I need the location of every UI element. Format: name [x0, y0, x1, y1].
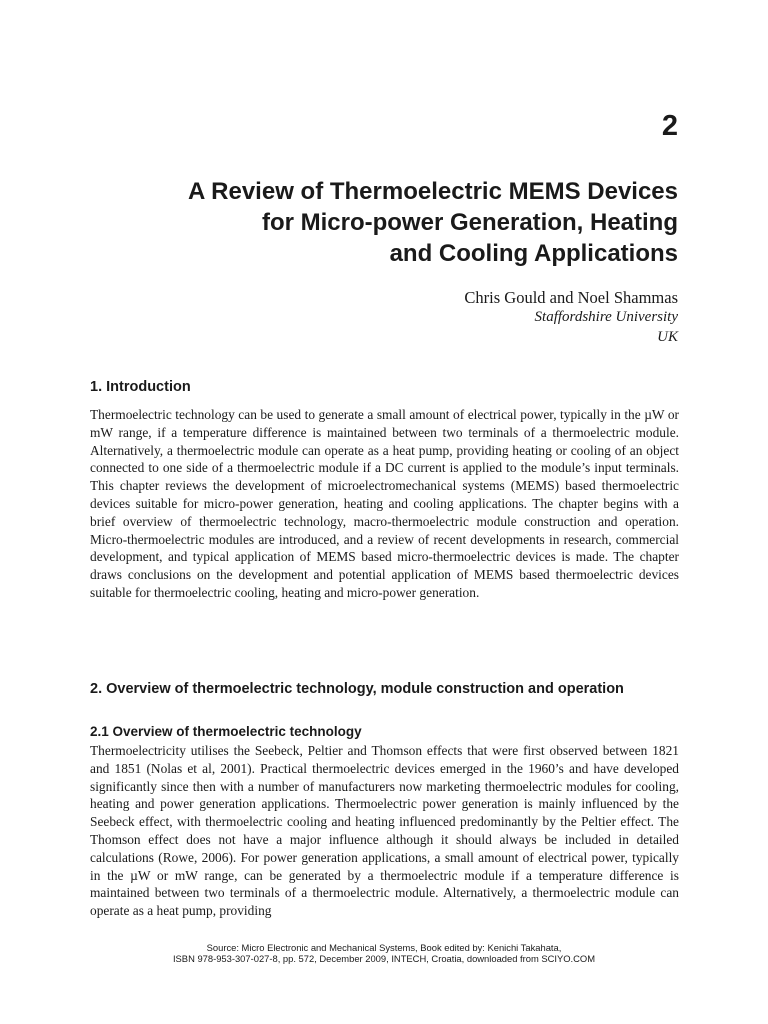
- authors: Chris Gould and Noel Shammas: [464, 288, 678, 307]
- affiliation-country: UK: [657, 329, 678, 345]
- chapter-title-line-2: for Micro-power Generation, Heating: [261, 209, 678, 236]
- source-footer: [90, 942, 678, 964]
- chapter-title-line-3: and Cooling Applications: [389, 240, 678, 267]
- affiliation: Staffordshire University: [534, 309, 678, 325]
- introduction-paragraph: Thermoelectric technology can be used to generate a small amount of electrical power, typically in the µW or mW range, if a temperature difference is maintained between two terminals of a thermoelectric module. Alternatively, a thermoelectric module can operate as a heat pump, providing heating or cooling of an object connected to one side of a thermoelectric module if a DC current is applied to the module’s input terminals. This chapter reviews the development of microelectromechanical systems (MEMS) based thermoelectric devices suitable for micro-power generation, heating and cooling applications. The chapter begins with a brief overview of thermoelectric technology, macro-thermoelectric module construction and operation. Micro-thermoelectric modules are introduced, and a review of recent developments in research, commercial development, and typical application of MEMS based micro-thermoelectric devices is made. The chapter draws conclusions on the development and potential application of MEMS based thermoelectric devices suitable for thermoelectric cooling, heating and micro-power generation.: [90, 407, 679, 600]
- chapter-title-line-1: A Review of Thermoelectric MEMS Devices: [188, 178, 678, 205]
- source-footer-line-1: Source: Micro Electronic and Mechanical Systems, Book edited by: Kenichi Takahata,: [206, 942, 562, 953]
- source-footer-line-2: ISBN 978-953-307-027-8, pp. 572, December 2009, INTECH, Croatia, downloaded from SCIYO.COM: [172, 953, 596, 964]
- chapter-number: 2: [661, 110, 678, 142]
- overview-subheading: 2.1 Overview of thermoelectric technology: [90, 724, 362, 739]
- introduction-heading: 1. Introduction: [90, 379, 191, 395]
- overview-paragraph: Thermoelectricity utilises the Seebeck, Peltier and Thomson effects that were first observed between 1821 and 1851 (Nolas et al, 2001). Practical thermoelectric devices emerged in the 1960’s and have developed significantly since then with a number of manufacturers now marketing thermoelectric modules for cooling, heating and power generation applications. Thermoelectric power generation is mainly influenced by the Seebeck effect, with thermoelectric cooling and heating influenced predominantly by the Peltier effect. The Thomson effect does not have a major influence although it should always be included in detailed calculations (Rowe, 2006). For power generation applications, a small amount of electrical power, typically in the µW or mW range, can be generated by a thermoelectric module if a temperature difference is maintained between two terminals of a thermoelectric module. Alternatively, a thermoelectric module can operate as a heat pump, providing: [90, 743, 679, 919]
- overview-heading: 2. Overview of thermoelectric technology, module construction and operation: [90, 681, 624, 697]
- chapter-title: [90, 176, 678, 269]
